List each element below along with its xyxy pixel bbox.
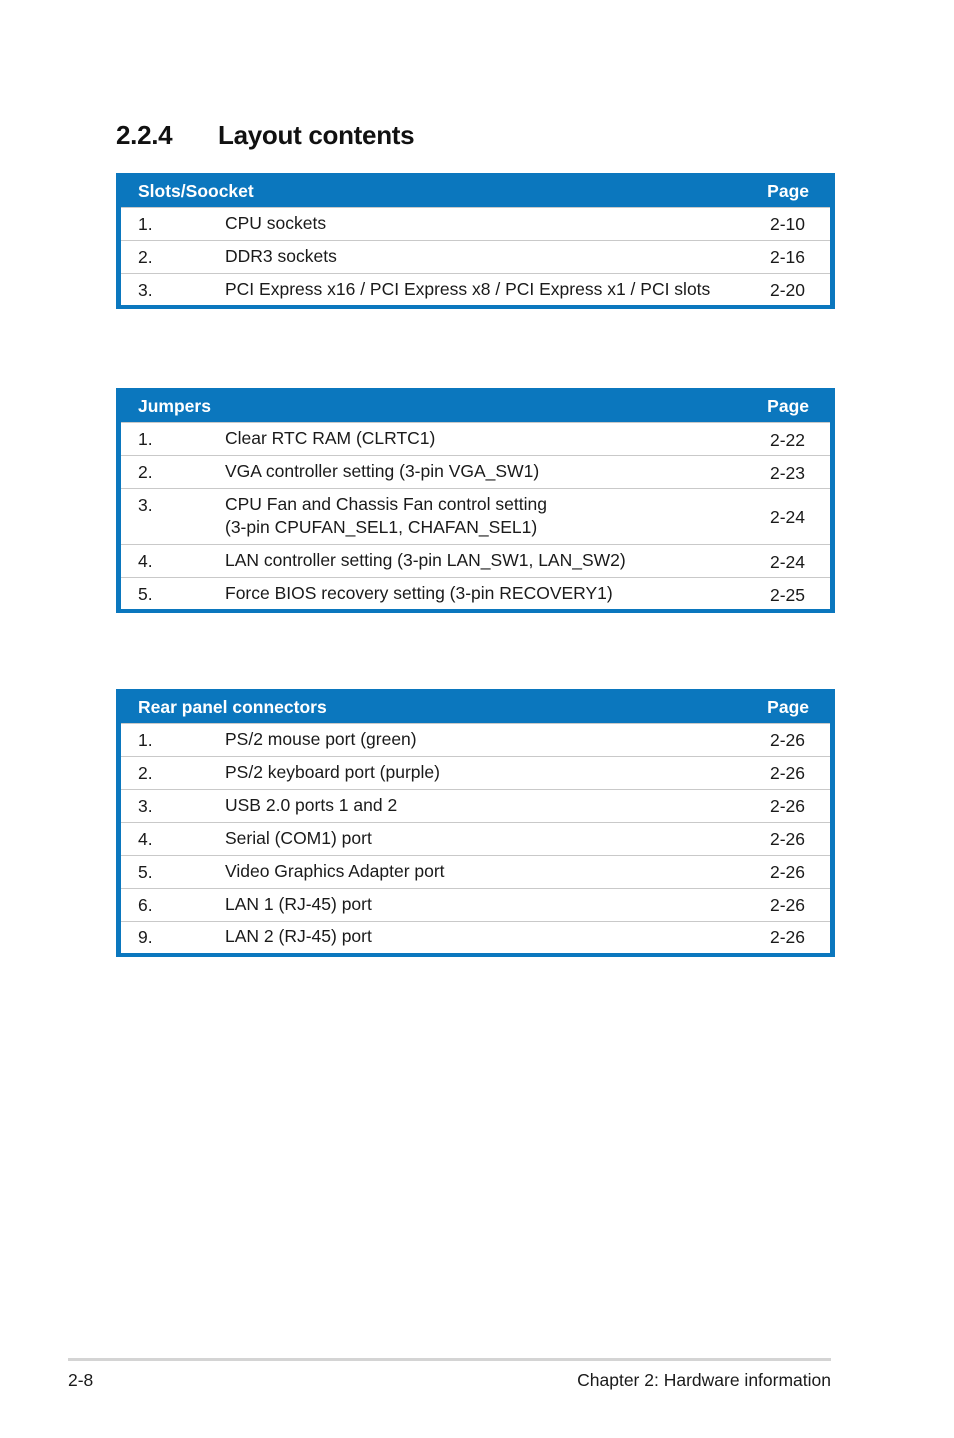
row-page: 2-25	[769, 585, 805, 605]
row-description: Video Graphics Adapter port	[225, 861, 445, 881]
table-row	[121, 544, 830, 577]
row-description: CPU sockets	[225, 213, 327, 233]
table-header-page: Page	[767, 396, 809, 416]
row-page: 2-24	[769, 507, 805, 527]
footer-page-number: 2-8	[68, 1370, 94, 1390]
row-description: DDR3 sockets	[225, 246, 337, 266]
section-number: 2.2.4	[116, 120, 173, 150]
row-number: 2.	[138, 462, 153, 482]
table-row	[121, 855, 830, 888]
table-row	[121, 822, 830, 855]
row-number: 1.	[138, 730, 153, 750]
row-number: 3.	[138, 495, 153, 515]
row-page: 2-10	[769, 214, 805, 234]
table-header	[116, 173, 835, 207]
table-row	[121, 756, 830, 789]
row-description: LAN 2 (RJ-45) port	[225, 926, 372, 946]
table-row	[121, 455, 830, 488]
row-number: 1.	[138, 429, 153, 449]
footer-chapter: Chapter 2: Hardware information	[577, 1370, 831, 1390]
row-description-line2: (3-pin CPUFAN_SEL1, CHAFAN_SEL1)	[225, 517, 538, 537]
row-page: 2-26	[769, 763, 805, 783]
row-description: LAN 1 (RJ-45) port	[225, 894, 372, 914]
table-header-title: Slots/Soocket	[138, 181, 254, 201]
row-page: 2-16	[769, 247, 805, 267]
row-number: 2.	[138, 247, 153, 267]
table-header-title: Jumpers	[138, 396, 211, 416]
table-row	[121, 789, 830, 822]
row-page: 2-20	[769, 280, 805, 300]
row-page: 2-26	[769, 927, 805, 947]
row-number: 3.	[138, 280, 153, 300]
row-number: 6.	[138, 895, 153, 915]
row-page: 2-26	[769, 829, 805, 849]
row-description: Force BIOS recovery setting (3-pin RECOVERY1)	[225, 583, 613, 603]
table-header-page: Page	[767, 697, 809, 717]
table-row	[121, 273, 830, 305]
row-page: 2-24	[769, 552, 805, 572]
table-row	[121, 888, 830, 921]
footer-divider	[68, 1358, 831, 1361]
row-description: Clear RTC RAM (CLRTC1)	[225, 428, 436, 448]
row-number: 4.	[138, 829, 153, 849]
row-number: 9.	[138, 927, 153, 947]
section-heading	[116, 120, 414, 151]
row-number: 5.	[138, 862, 153, 882]
row-number: 3.	[138, 796, 153, 816]
row-page: 2-26	[769, 895, 805, 915]
row-description: LAN controller setting (3-pin LAN_SW1, LAN_SW2)	[225, 550, 626, 570]
row-description: Serial (COM1) port	[225, 828, 372, 848]
table-row	[121, 488, 830, 544]
section-title: Layout contents	[218, 120, 415, 150]
row-page: 2-26	[769, 796, 805, 816]
table-row	[121, 921, 830, 953]
rear-panel-connectors-table	[116, 689, 835, 957]
table-header-page: Page	[767, 181, 809, 201]
row-description: PS/2 mouse port (green)	[225, 729, 417, 749]
table-row	[121, 723, 830, 756]
row-page: 2-22	[769, 430, 805, 450]
jumpers-table	[116, 388, 835, 613]
row-page: 2-26	[769, 730, 805, 750]
row-description: PCI Express x16 / PCI Express x8 / PCI Express x1 / PCI slots	[225, 279, 711, 299]
row-description: USB 2.0 ports 1 and 2	[225, 795, 398, 815]
slots-socket-table	[116, 173, 835, 309]
row-number: 2.	[138, 763, 153, 783]
row-description: VGA controller setting (3-pin VGA_SW1)	[225, 461, 540, 481]
table-header	[116, 689, 835, 723]
row-page: 2-23	[769, 463, 805, 483]
row-description: PS/2 keyboard port (purple)	[225, 762, 440, 782]
row-number: 1.	[138, 214, 153, 234]
table-row	[121, 422, 830, 455]
table-row	[121, 577, 830, 609]
row-page: 2-26	[769, 862, 805, 882]
table-header	[116, 388, 835, 422]
table-header-title: Rear panel connectors	[138, 697, 327, 717]
row-number: 5.	[138, 584, 153, 604]
row-description: CPU Fan and Chassis Fan control setting	[225, 494, 547, 514]
row-number: 4.	[138, 551, 153, 571]
table-row	[121, 207, 830, 240]
table-row	[121, 240, 830, 273]
